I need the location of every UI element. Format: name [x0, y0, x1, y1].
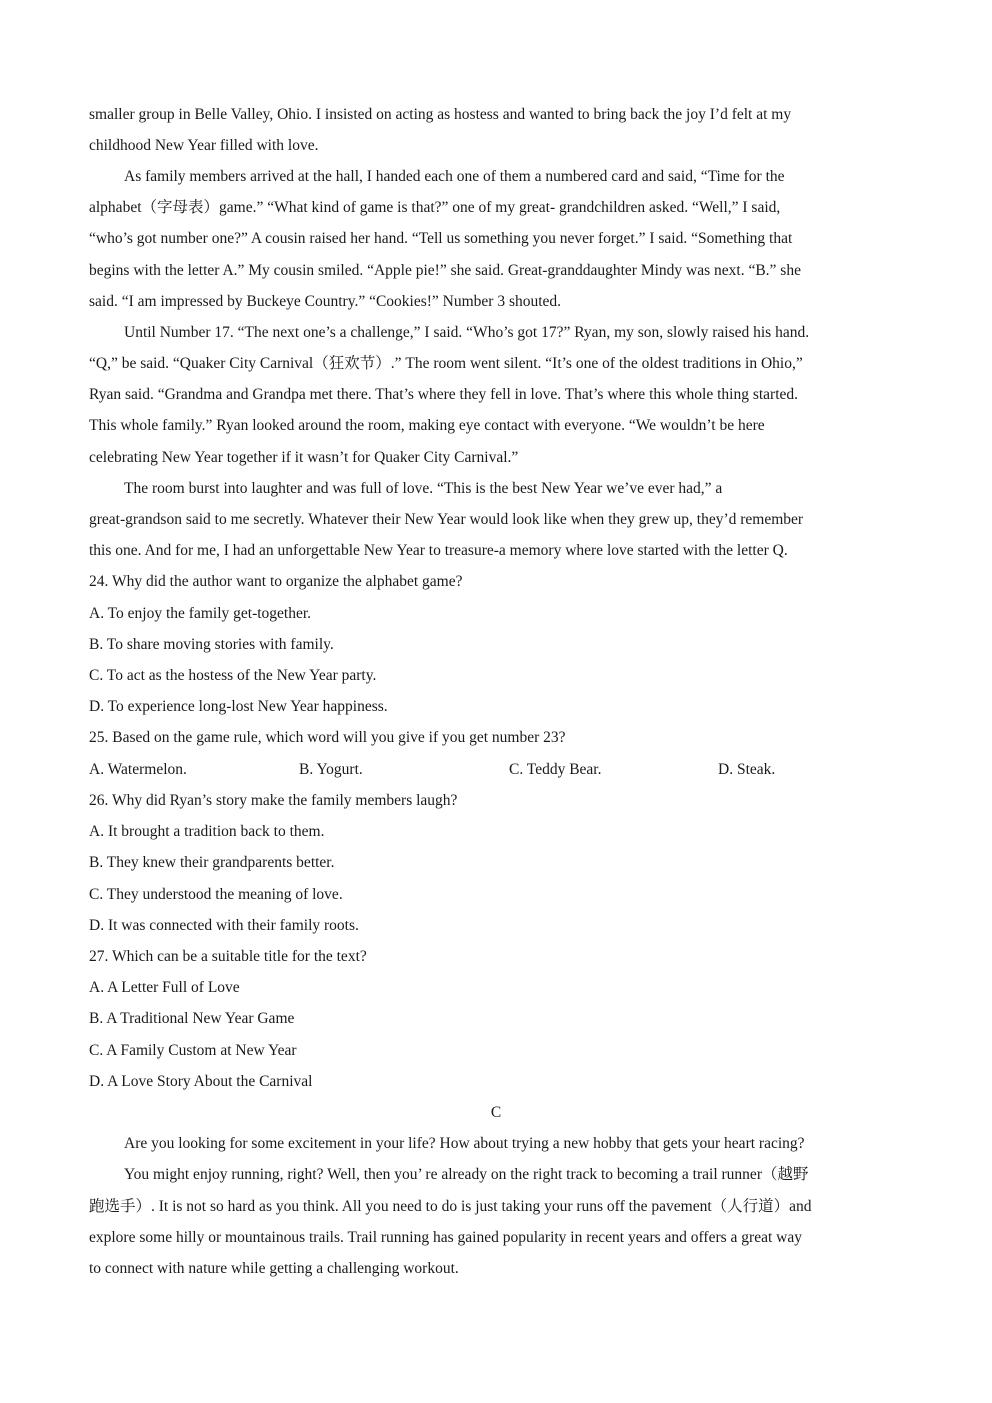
question-26-option-d: D. It was connected with their family roots.: [89, 917, 359, 934]
passage-line: This whole family.” Ryan looked around the room, making eye contact with everyone. “We wouldn’t be here: [89, 417, 765, 434]
passage-line: The room burst into laughter and was full of love. “This is the best New Year we’ve ever had,” a: [124, 480, 723, 497]
question-26-stem: 26. Why did Ryan’s story make the family members laugh?: [89, 792, 458, 809]
passage-line: smaller group in Belle Valley, Ohio. I insisted on acting as hostess and wanted to bring back the joy I’d felt at my: [89, 106, 792, 123]
question-27-option-c: C. A Family Custom at New Year: [89, 1042, 297, 1059]
passage-line: celebrating New Year together if it wasn’t for Quaker City Carnival.”: [89, 449, 519, 466]
question-27-option-d: D. A Love Story About the Carnival: [89, 1073, 313, 1090]
passage-line: to connect with nature while getting a challenging workout.: [89, 1260, 459, 1277]
passage-line: 跑选手）. It is not so hard as you think. All you need to do is just taking your runs off the pavement（人行道）and: [89, 1198, 812, 1215]
question-26-option-c: C. They understood the meaning of love.: [89, 886, 343, 903]
question-25-stem: 25. Based on the game rule, which word will you give if you get number 23?: [89, 729, 566, 746]
passage-line: “Q,” be said. “Quaker City Carnival（狂欢节）.” The room went silent. “It’s one of the oldest traditions in Ohio,”: [89, 355, 803, 372]
passage-line: You might enjoy running, right? Well, then you’ re already on the right track to becoming a trail runner（越野: [124, 1166, 809, 1183]
question-26-option-b: B. They knew their grandparents better.: [89, 854, 335, 871]
question-24-option-d: D. To experience long-lost New Year happiness.: [89, 698, 388, 715]
passage-line: said. “I am impressed by Buckeye Country.” “Cookies!” Number 3 shouted.: [89, 293, 562, 310]
passage-line: begins with the letter A.” My cousin smiled. “Apple pie!” she said. Great-granddaughter Mindy was next. “B.” she: [89, 262, 801, 279]
passage-line: As family members arrived at the hall, I handed each one of them a numbered card and said, “Time for the: [124, 168, 785, 185]
question-26-option-a: A. It brought a tradition back to them.: [89, 823, 325, 840]
question-27-option-b: B. A Traditional New Year Game: [89, 1010, 295, 1027]
question-25-option-b: B. Yogurt.: [299, 761, 363, 778]
passage-line: explore some hilly or mountainous trails. Trail running has gained popularity in recent years and offers a great way: [89, 1229, 802, 1246]
passage-line: Are you looking for some excitement in your life? How about trying a new hobby that gets your heart racing?: [124, 1135, 805, 1152]
passage-line: “who’s got number one?” A cousin raised her hand. “Tell us something you never forget.” I said. “Something that: [89, 230, 793, 247]
passage-line: great-grandson said to me secretly. Whatever their New Year would look like when they grew up, they’d remember: [89, 511, 804, 528]
question-24-option-c: C. To act as the hostess of the New Year party.: [89, 667, 377, 684]
question-25-option-d: D. Steak.: [718, 761, 776, 778]
passage-line: Ryan said. “Grandma and Grandpa met there. That’s where they fell in love. That’s where this whole thing started.: [89, 386, 799, 403]
question-25-option-c: C. Teddy Bear.: [509, 761, 602, 778]
question-24-stem: 24. Why did the author want to organize the alphabet game?: [89, 573, 463, 590]
question-25-option-a: A. Watermelon.: [89, 761, 187, 778]
passage-line: this one. And for me, I had an unforgettable New Year to treasure-a memory where love started with the letter Q.: [89, 542, 788, 559]
passage-line: alphabet（字母表）game.” “What kind of game is that?” one of my great- grandchildren asked. “Well,” I said,: [89, 199, 781, 216]
question-24-option-b: B. To share moving stories with family.: [89, 636, 334, 653]
section-heading: C: [490, 1104, 502, 1121]
passage-line: Until Number 17. “The next one’s a challenge,” I said. “Who’s got 17?” Ryan, my son, slowly raised his hand.: [124, 324, 810, 341]
passage-line: childhood New Year filled with love.: [89, 137, 319, 154]
question-24-option-a: A. To enjoy the family get-together.: [89, 605, 312, 622]
question-27-option-a: A. A Letter Full of Love: [89, 979, 240, 996]
question-27-stem: 27. Which can be a suitable title for the text?: [89, 948, 367, 965]
